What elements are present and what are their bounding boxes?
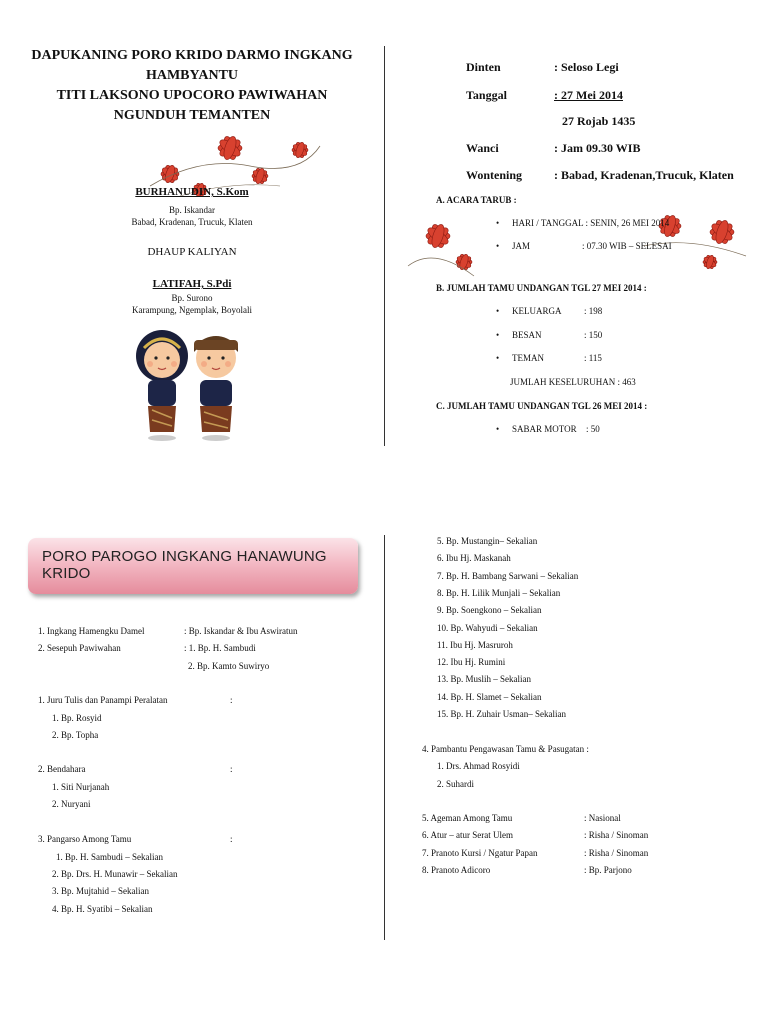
- item1-label: 1. Ingkang Hamengku Damel: [38, 626, 145, 636]
- b-item-value: : 150: [584, 330, 603, 340]
- bendahara-colon: :: [230, 764, 233, 774]
- continued-item-6: 6. Ibu Hj. Maskanah: [437, 553, 511, 563]
- b-total: JUMLAH KESELURUHAN : 463: [510, 377, 636, 387]
- juru-label: 1. Juru Tulis dan Panampi Peralatan: [38, 695, 168, 705]
- bride-address: Karampung, Ngemplak, Boyolali: [132, 305, 252, 315]
- section-banner: [28, 538, 358, 594]
- item4-label: 4. Pambantu Pengawasan Tamu & Pasugatan :: [422, 744, 589, 754]
- b-item-teman: [496, 353, 602, 363]
- a-item-hari: [496, 218, 669, 228]
- pangarso-item-4: 4. Bp. H. Syatibi – Sekalian: [52, 904, 153, 914]
- a-item-hari-label: HARI / TANGGAL: [512, 218, 584, 228]
- b-item-value: : 115: [584, 353, 602, 363]
- bullet-icon: [496, 330, 512, 340]
- pangarso-item-3: 3. Bp. Mujtahid – Sekalian: [52, 886, 149, 896]
- continued-item-12: 12. Ibu Hj. Rumini: [437, 657, 506, 667]
- b-item-label: KELUARGA: [512, 306, 562, 316]
- info-value-dinten: : Seloso Legi: [554, 60, 619, 74]
- tail-label-5: 5. Ageman Among Tamu: [422, 813, 513, 823]
- juru-item-2: 2. Bp. Topha: [52, 730, 99, 740]
- a-item-hari-value: : SENIN, 26 MEI 2014: [585, 218, 670, 228]
- juru-colon: :: [230, 695, 233, 705]
- b-item-label: BESAN: [512, 330, 542, 340]
- tail-value-6: : Risha / Sinoman: [584, 830, 649, 840]
- bullet-icon: [496, 241, 512, 251]
- c-item-value: : 50: [586, 424, 600, 434]
- continued-item-11: 11. Ibu Hj. Masruroh: [437, 640, 513, 650]
- section-c-heading: C. JUMLAH TAMU UNDANGAN TGL 26 MEI 2014 :: [436, 401, 648, 411]
- continued-item-14: 14. Bp. H. Slamet – Sekalian: [437, 692, 542, 702]
- bullet-icon: [496, 353, 512, 363]
- groom-name: BURHANUDIN, S.Kom: [135, 186, 249, 198]
- info-value-tanggal: : 27 Mei 2014: [554, 88, 623, 102]
- bullet-icon: [496, 424, 512, 434]
- bendahara-item-2: 2. Nuryani: [52, 799, 91, 809]
- item4-sub-1: 1. Drs. Ahmad Rosyidi: [437, 761, 520, 771]
- bride-name: LATIFAH, S.Pdi: [152, 278, 232, 290]
- c-item-sabar-motor: [496, 424, 600, 434]
- pangarso-label: 3. Pangarso Among Tamu: [38, 834, 132, 844]
- document-title: [20, 46, 364, 126]
- section-b-heading: B. JUMLAH TAMU UNDANGAN TGL 27 MEI 2014 :: [436, 283, 647, 293]
- tail-label-8: 8. Pranoto Adicoro: [422, 865, 491, 875]
- title-line-1: DAPUKANING PORO KRIDO DARMO INGKANG: [31, 48, 353, 63]
- info-label-wanci: Wanci: [466, 141, 499, 155]
- item2-value-1: : 1. Bp. H. Sambudi: [184, 643, 256, 653]
- item2-label: 2. Sesepuh Pawiwahan: [38, 643, 121, 653]
- continued-item-13: 13. Bp. Muslih – Sekalian: [437, 674, 531, 684]
- item1-value: : Bp. Iskandar & Ibu Aswiratun: [184, 626, 298, 636]
- divider-bottom: [384, 535, 385, 940]
- b-item-besan: [496, 330, 602, 340]
- flower-decoration-right-b: [640, 196, 750, 276]
- bendahara-label: 2. Bendahara: [38, 764, 86, 774]
- info-value-wontening: : Babad, Kradenan,Trucuk, Klaten: [554, 168, 734, 182]
- a-item-jam: [496, 241, 672, 251]
- divider-top: [384, 46, 385, 446]
- juru-item-1: 1. Bp. Rosyid: [52, 713, 102, 723]
- title-line-2: HAMBYANTU: [145, 68, 239, 83]
- tail-label-6: 6. Atur – atur Serat Ulem: [422, 830, 513, 840]
- pangarso-item-1: 1. Bp. H. Sambudi – Sekalian: [56, 852, 163, 862]
- b-item-value: : 198: [584, 306, 603, 316]
- couple-illustration: [130, 322, 250, 442]
- pangarso-colon: :: [230, 834, 233, 844]
- connector-text: DHAUP KALIYAN: [147, 246, 237, 258]
- bullet-icon: [496, 218, 512, 228]
- tail-value-5: : Nasional: [584, 813, 621, 823]
- continued-item-8: 8. Bp. H. Lilik Munjali – Sekalian: [437, 588, 561, 598]
- banner-title: PORO PAROGO INGKANG HANAWUNG KRIDO: [42, 548, 327, 582]
- continued-item-5: 5. Bp. Mustangin– Sekalian: [437, 536, 538, 546]
- bendahara-item-1: 1. Siti Nurjanah: [52, 782, 110, 792]
- flower-decoration-right-a: [404, 206, 484, 286]
- groom-address: Babad, Kradenan, Trucuk, Klaten: [131, 217, 253, 227]
- c-item-label: SABAR MOTOR: [512, 424, 577, 434]
- info-value-wanci: : Jam 09.30 WIB: [554, 141, 641, 155]
- continued-item-9: 9. Bp. Soengkono – Sekalian: [437, 605, 542, 615]
- a-item-jam-label: JAM: [512, 241, 531, 251]
- bride-parent: Bp. Surono: [171, 293, 213, 303]
- a-item-jam-value: : 07.30 WIB – SELESAI: [582, 241, 672, 251]
- continued-item-15: 15. Bp. H. Zuhair Usman– Sekalian: [437, 709, 566, 719]
- section-a-heading: A. ACARA TARUB :: [436, 195, 517, 205]
- continued-item-7: 7. Bp. H. Bambang Sarwani – Sekalian: [437, 571, 579, 581]
- tail-label-7: 7. Pranoto Kursi / Ngatur Papan: [422, 848, 538, 858]
- bullet-icon: [496, 306, 512, 316]
- info-value-hijri: 27 Rojab 1435: [562, 114, 636, 128]
- item2-value-2: 2. Bp. Kamto Suwiryo: [188, 661, 270, 671]
- title-line-3: TITI LAKSONO UPOCORO PAWIWAHAN: [56, 88, 328, 103]
- groom-parent: Bp. Iskandar: [169, 205, 215, 215]
- title-line-4: NGUNDUH TEMANTEN: [113, 108, 271, 123]
- tail-value-7: : Risha / Sinoman: [584, 848, 649, 858]
- info-label-dinten: Dinten: [466, 60, 501, 74]
- continued-item-10: 10. Bp. Wahyudi – Sekalian: [437, 623, 538, 633]
- pangarso-item-2: 2. Bp. Drs. H. Munawir – Sekalian: [52, 869, 178, 879]
- b-item-label: TEMAN: [512, 353, 544, 363]
- item4-sub-2: 2. Suhardi: [437, 779, 474, 789]
- info-label-wontening: Wontening: [466, 168, 523, 182]
- info-label-tanggal: Tanggal: [466, 88, 507, 102]
- tail-value-8: : Bp. Parjono: [584, 865, 632, 875]
- b-item-keluarga: [496, 306, 602, 316]
